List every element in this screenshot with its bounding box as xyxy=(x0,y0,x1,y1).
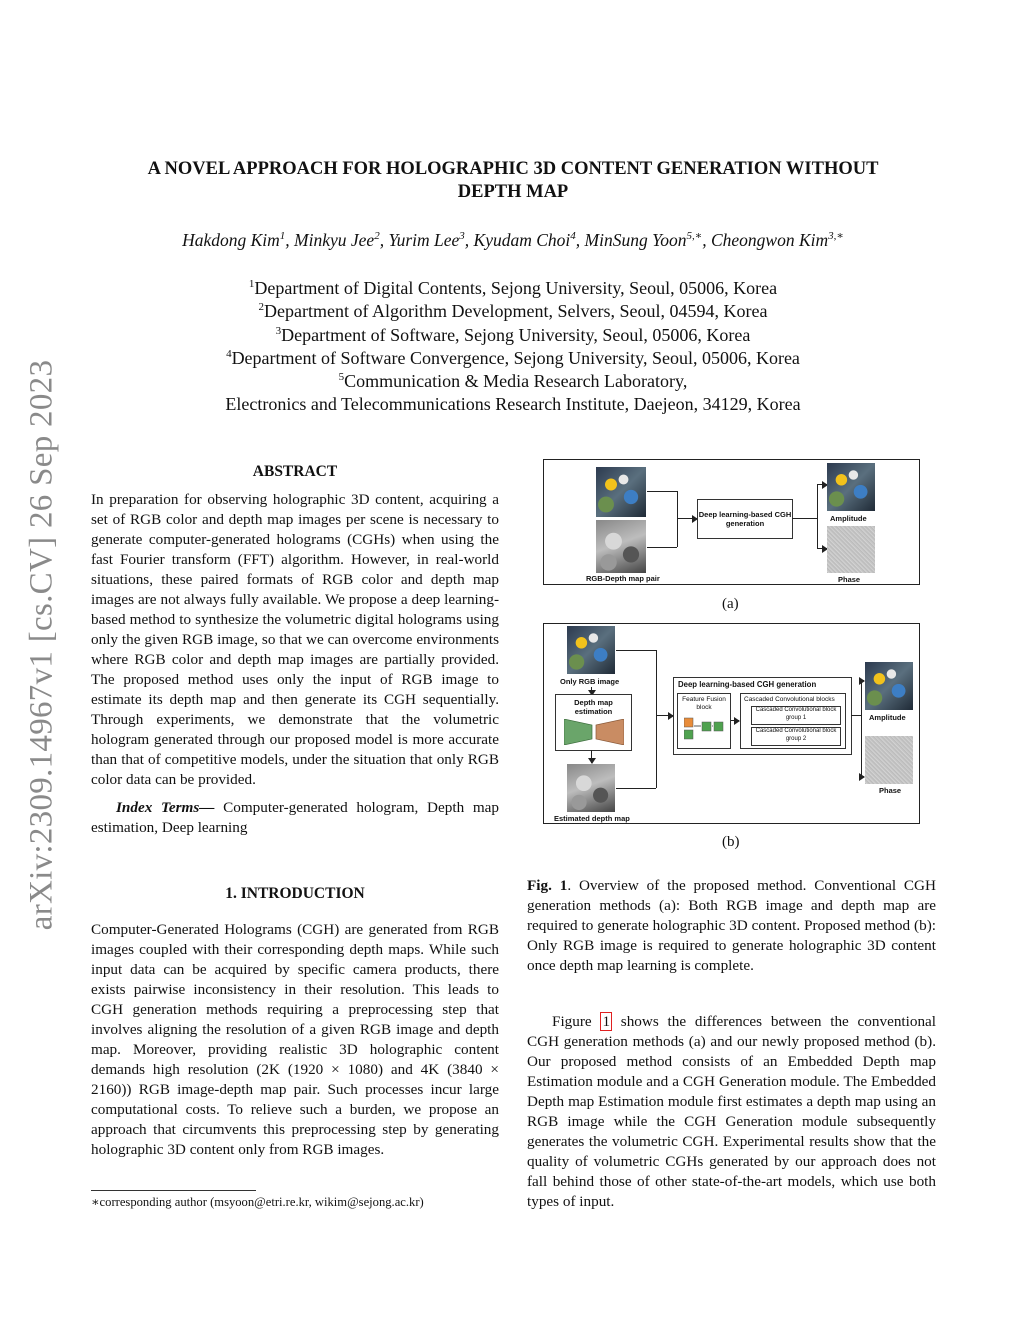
affiliation xyxy=(90,370,936,393)
estimated-depth-map-image xyxy=(567,764,615,812)
phase-image xyxy=(865,736,913,784)
author-sup: 1 xyxy=(279,230,286,243)
connector xyxy=(616,788,656,789)
affiliation-sup: 1 xyxy=(248,278,255,290)
cgh-generation-title: Deep learning-based CGH generation xyxy=(678,680,817,689)
author-sup: 3 xyxy=(459,230,465,243)
connector xyxy=(616,650,656,651)
feature-fusion-box xyxy=(677,693,731,749)
block-group-1 xyxy=(751,706,841,725)
arrow xyxy=(861,680,864,681)
affiliation-text: Department of Software, Sejong University, Seoul, 05006, Korea xyxy=(281,324,751,345)
author-list: Hakdong Kim$^1$, Minkyu Jee$^2$, Yurim Lee$^3$, Kyudam Choi$^4$, MinSung Yoon$^{5,∗}$, Cheongwon Kim$^{3,∗}$ xyxy=(182,230,844,250)
paper-title xyxy=(90,158,936,204)
author-sup: 3,∗ xyxy=(828,230,844,243)
affiliation xyxy=(90,393,936,416)
connector xyxy=(792,518,817,519)
connector xyxy=(647,547,677,548)
amplitude-label: Amplitude xyxy=(869,713,906,722)
abstract-heading: ABSTRACT xyxy=(252,463,338,480)
feature-fusion-label: Feature Fusion block xyxy=(682,696,726,711)
affiliation-text: Department of Digital Contents, Sejong University, Seoul, 05006, Korea xyxy=(254,278,778,298)
introduction-heading: 1. INTRODUCTION xyxy=(225,885,365,902)
connector xyxy=(851,715,861,716)
arrow xyxy=(817,484,827,485)
phase-label: Phase xyxy=(879,786,902,795)
figure-1b xyxy=(543,623,920,824)
index-terms-label: Index Terms— xyxy=(116,799,215,816)
affiliation xyxy=(90,300,936,323)
amplitude-label: Amplitude xyxy=(830,514,867,523)
cascaded-blocks-label: Cascaded Convolutional blocks xyxy=(744,696,835,703)
arxiv-identifier: arXiv:2309.14967v1 [cs.CV] 26 Sep 2023 xyxy=(23,359,60,931)
only-rgb-label: Only RGB image xyxy=(560,677,620,686)
fusion-cubes-icon xyxy=(684,716,726,742)
introduction-paragraph-2 xyxy=(527,1012,936,1212)
connector xyxy=(656,650,657,788)
rgb-image xyxy=(567,626,615,674)
figure-1-caption xyxy=(527,876,936,976)
affiliation xyxy=(90,277,936,300)
arrow xyxy=(656,715,673,716)
index-terms-text: Computer-generated hologram, Depth map estimation, Deep learning xyxy=(91,799,500,836)
arrow xyxy=(861,776,864,777)
affiliation xyxy=(90,324,936,347)
index-terms xyxy=(91,798,499,838)
author: Kyudam Choi xyxy=(473,230,571,250)
abstract-section xyxy=(91,462,499,838)
phase-label: Phase xyxy=(838,575,861,584)
amplitude-image xyxy=(827,463,875,511)
figure-reference-link[interactable]: 1 xyxy=(602,1013,611,1030)
title-line-2: DEPTH MAP xyxy=(457,182,569,202)
affiliation-text: Department of Software Convergence, Sejong University, Seoul, 05006, Korea xyxy=(231,347,800,368)
footnote-rule xyxy=(91,1190,256,1191)
affiliation-text: Electronics and Telecommunications Research Institute, Daejeon, 34129, Korea xyxy=(225,394,801,415)
affiliation-text: Department of Algorithm Development, Selvers, Seoul, 04594, Korea xyxy=(264,301,768,322)
author-sup: 5,∗ xyxy=(686,230,703,243)
author: Cheongwon Kim xyxy=(710,230,829,250)
arrow xyxy=(677,518,697,519)
figure-1b-caption: (b) xyxy=(722,834,740,850)
author: Minkyu Jee xyxy=(294,230,375,250)
affiliation-sup: 3 xyxy=(275,324,282,337)
footnote: ∗corresponding author (msyoon@etri.re.kr, wikim@sejong.ac.kr) xyxy=(91,1195,424,1209)
para-text: shows the differences between the conventional CGH generation methods (a) and our newly proposed method (b). Our proposed method consists of an Embedded Depth map Estimation module and a CGH Generation module. The Embedded Depth map Estimation module first estimates a depth map using an RGB image while the CGH Generation module subsequently generates the volumetric CGH. Experimental results show that the quality of volumetric CGHs generated by our approach does not fall behind those of other state-of-the-art models, which use both types of input. xyxy=(527,1013,936,1210)
affiliation-text: Communication & Media Research Laboratory, xyxy=(344,371,688,392)
connector xyxy=(861,680,862,776)
arrow xyxy=(731,720,739,721)
abstract-body: In preparation for observing holographic 3D content, acquiring a set of RGB color and depth map images per scene is necessary to generate computer-generated holograms (CGHs) when using the fast Fourier transform (FFT) algorithm. However, in real-world situations, these paired formats of RGB color and depth map images are not always fully available. We propose a deep learning-based method to synthesize the volumetric digital holograms using only the given RGB image, so that we can overcome environments where RGB color and depth map images are partially provided. The proposed method uses only the input of RGB image to estimate its depth map and then generate its CGH sequentially. Through experiments, we demonstrate that the volumetric hologram generated through our proposed model is more accurate than that of competitive models, under the situation that only RGB color data can be provided. xyxy=(91,491,499,788)
affiliation-sup: 2 xyxy=(258,301,265,314)
rgb-depth-pair-label: RGB-Depth map pair xyxy=(586,574,660,583)
author-sup: 4 xyxy=(570,230,576,243)
encoder-decoder-icon xyxy=(564,719,624,745)
arrow xyxy=(591,750,592,763)
amplitude-image xyxy=(865,662,913,710)
depth-map-image xyxy=(596,520,646,573)
cgh-generation-label: Deep learning-based CGH generation xyxy=(698,510,792,528)
block-group-2 xyxy=(751,727,841,746)
author: Yurim Lee xyxy=(388,230,460,250)
arrow xyxy=(817,548,827,549)
connector xyxy=(647,491,677,492)
depth-estimation-label: Depth map estimation xyxy=(574,698,613,716)
rgb-image xyxy=(596,467,646,517)
figure-1a-caption: (a) xyxy=(722,596,739,612)
introduction-section xyxy=(91,884,499,1160)
connector xyxy=(677,491,678,547)
estimated-depth-label: Estimated depth map xyxy=(554,814,630,823)
cgh-generation-box xyxy=(697,499,793,539)
block-group-1-label: Cascaded Convolutional block group 1 xyxy=(755,707,837,721)
connector xyxy=(817,484,818,548)
para-text: Figure xyxy=(552,1013,601,1030)
author-sup: 2 xyxy=(374,230,380,243)
affiliation xyxy=(90,347,936,370)
affiliation-list xyxy=(90,277,936,417)
author: Hakdong Kim xyxy=(182,230,280,250)
cascaded-blocks-box xyxy=(740,693,846,749)
affiliation-sup: 5 xyxy=(338,371,345,384)
block-group-2-label: Cascaded Convolutional block group 2 xyxy=(755,728,837,742)
figure-caption-text: . Overview of the proposed method. Conventional CGH generation methods (a): Both RGB image and depth map are required to generate holographic 3D content. Proposed method (b): Only RGB image is required to generate holographic 3D content once depth map learning is complete. xyxy=(527,877,936,974)
depth-estimation-box xyxy=(555,694,632,751)
phase-image xyxy=(827,526,875,573)
cgh-generation-box xyxy=(673,677,852,755)
figure-caption-label: Fig. 1 xyxy=(527,877,568,894)
affiliation-sup: 4 xyxy=(226,347,232,360)
figure-1a xyxy=(543,459,920,585)
author: MinSung Yoon xyxy=(584,230,687,250)
title-line-1: A NOVEL APPROACH FOR HOLOGRAPHIC 3D CONTENT GENERATION WITHOUT xyxy=(147,159,879,179)
introduction-body: Computer-Generated Holograms (CGH) are generated from RGB images coupled with their corresponding depth maps. While such input data can be acquired by specific camera products, there exists pairwise inconsistency in their resolution. This leads to CGH generation methods requiring a preprocessing step that involves aligning the resolution of a given RGB image and depth map. Moreover, providing realistic 3D holographic content demands high resolution (2K (1920 × 1080) and 4K (3840 × 2160)) RGB image-depth map pair. Such processes incur large computational costs. To relieve such a burden, we propose an approach that circumvents this preprocessing step by generating holographic 3D content only from RGB images. xyxy=(91,921,499,1158)
